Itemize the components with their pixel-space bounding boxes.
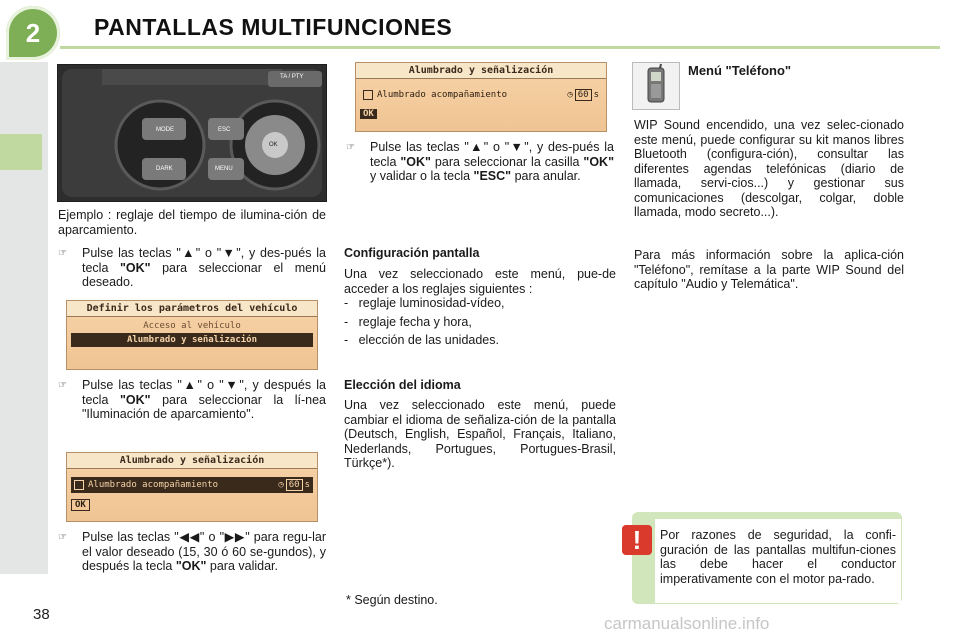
phone-menu-text: WIP Sound encendido, una vez selec-cionado este menú, puede configurar su kit manos libres Bluetooth (configura-ción), consultar las diferentes agendas telefónicas (diario de llamada, servi-cios...) y gestionar sus comunicaciones (descolgar, colgar, doble llamada, modo secreto...). xyxy=(634,118,904,219)
list-item: - elección de las unidades. xyxy=(344,333,499,347)
pointing-hand-icon: ☞ xyxy=(58,532,67,543)
screen-selected-line: Alumbrado y señalización xyxy=(71,333,313,347)
config-intro: Una vez seleccionado este menú, pue-de acceder a los reglajes siguientes : xyxy=(344,267,616,296)
ok-box-selected: OK xyxy=(360,109,377,119)
step-text-mid: y validar o la tecla xyxy=(370,169,474,183)
list-item-text: elección de las unidades. xyxy=(358,333,499,347)
dashboard-illustration xyxy=(58,65,326,201)
step-text-pre: Pulse las teclas "▲" o "▼", y des-pués la tecla xyxy=(82,246,326,275)
step-text-pre: Pulse las teclas "▲" o "▼", y des-pués la tecla xyxy=(370,140,614,169)
list-item: - reglaje luminosidad-vídeo, xyxy=(344,296,505,310)
row-unit: s xyxy=(593,90,599,100)
screen-header: Alumbrado y señalización xyxy=(67,453,317,469)
mobile-phone-icon xyxy=(633,63,679,109)
step-text-post: para seleccionar el menú deseado. xyxy=(82,260,326,289)
screen-lighting-settings xyxy=(66,452,318,522)
screen-header: Definir los parámetros del vehículo xyxy=(67,301,317,317)
esc-key-label: "ESC" xyxy=(473,169,512,183)
footnote: * Según destino. xyxy=(346,593,438,607)
step-text-pre: Pulse las teclas "▲" o "▼", y después la tecla xyxy=(82,378,326,407)
step-adjust-value-text xyxy=(82,530,326,574)
phone-menu-title: Menú "Teléfono" xyxy=(688,63,792,78)
ok-box: OK xyxy=(71,499,90,511)
clock-icon: ◷ xyxy=(567,90,573,100)
step-select-menu-text xyxy=(82,246,326,290)
step-select-line xyxy=(58,378,326,422)
screen-header: Alumbrado y señalización xyxy=(356,63,606,79)
step-text-mid: para seleccionar la casilla xyxy=(430,154,584,169)
step-text-post: para seleccionar la lí-nea "Iluminación de aparcamiento". xyxy=(82,392,326,421)
photo-caption: Ejemplo : reglaje del tiempo de ilumina-ción de aparcamiento. xyxy=(58,208,326,237)
chapter-badge: 2 xyxy=(6,6,60,60)
list-item-text: reglaje luminosidad-vídeo, xyxy=(358,296,505,310)
exclamation-icon: ! xyxy=(622,525,652,555)
step-validate xyxy=(346,140,614,184)
pointing-hand-icon: ☞ xyxy=(58,380,67,391)
page-number: 38 xyxy=(33,606,50,623)
esc-button-label: ESC xyxy=(218,127,231,133)
warning-text: Por razones de seguridad, la confi-guración de las pantallas multifun-ciones las debe hacer el conductor imperativamente con el motor pa-rado. xyxy=(660,528,896,586)
checkbox-icon xyxy=(363,90,373,100)
config-list xyxy=(344,296,616,348)
language-section-title: Elección del idioma xyxy=(344,378,461,392)
ok-key-label: "OK" xyxy=(583,154,614,169)
watermark: carmanualsonline.info xyxy=(604,614,770,633)
screen-row xyxy=(360,87,602,103)
row-unit: s xyxy=(304,480,310,490)
dark-button-label: DARK xyxy=(156,166,173,172)
list-item-text: reglaje fecha y hora, xyxy=(358,314,472,329)
row-value: 60 xyxy=(286,479,303,491)
ok-key-label: "OK" xyxy=(175,559,207,573)
step-text-pre: Pulse las teclas "◀◀" o "▶▶" para regu-lar el valor deseado (15, 30 ó 60 se-gundos), y después la tecla xyxy=(82,530,326,573)
language-text: Una vez seleccionado este menú, puede cambiar el idioma de señaliza-ción de la pantalla (Deutsch, English, Español, Français, Italiano, Nederlands, Portugues, Portugues-Brasil, Türkçe*). xyxy=(344,398,616,470)
page-title: PANTALLAS MULTIFUNCIONES xyxy=(94,14,453,40)
list-item: - reglaje fecha y hora, xyxy=(344,314,472,329)
screen-selected-row xyxy=(71,477,313,493)
checkbox-icon xyxy=(74,480,84,490)
step-select-line-text xyxy=(82,378,326,422)
clock-icon: ◷ xyxy=(278,480,284,490)
config-section-title: Configuración pantalla xyxy=(344,246,480,260)
step-select-menu xyxy=(58,246,326,290)
screen-line: Acceso al vehículo xyxy=(143,321,241,331)
pointing-hand-icon: ☞ xyxy=(58,248,67,259)
ok-key-label: "OK" xyxy=(119,260,151,275)
ta-pty-button-label: TA / PTY xyxy=(280,74,304,80)
step-text-post: para validar. xyxy=(206,559,278,573)
ok-key-label: "OK" xyxy=(119,392,151,407)
row-label: Alumbrado acompañamiento xyxy=(377,90,508,100)
ok-button-label: OK xyxy=(269,142,278,148)
chapter-tab xyxy=(0,134,42,170)
step-text-post: para anular. xyxy=(511,169,581,183)
more-info-text: Para más información sobre la aplica-ción "Teléfono", remítase a la parte WIP Sound del capítulo "Audio y Telemática". xyxy=(634,248,904,291)
menu-button-label: MENU xyxy=(215,166,233,172)
step-validate-text xyxy=(370,140,614,184)
mode-button-label: MODE xyxy=(156,127,174,133)
phone-image xyxy=(632,62,680,110)
screen-vehicle-parameters xyxy=(66,300,318,370)
pointing-hand-icon: ☞ xyxy=(346,142,355,153)
row-value: 60 xyxy=(575,89,592,101)
ok-key-label: "OK" xyxy=(400,154,431,169)
title-underline xyxy=(60,46,940,49)
screen-lighting-confirm xyxy=(355,62,607,132)
row-label: Alumbrado acompañamiento xyxy=(88,480,219,490)
step-adjust-value xyxy=(58,530,326,574)
dashboard-photo xyxy=(57,64,327,202)
